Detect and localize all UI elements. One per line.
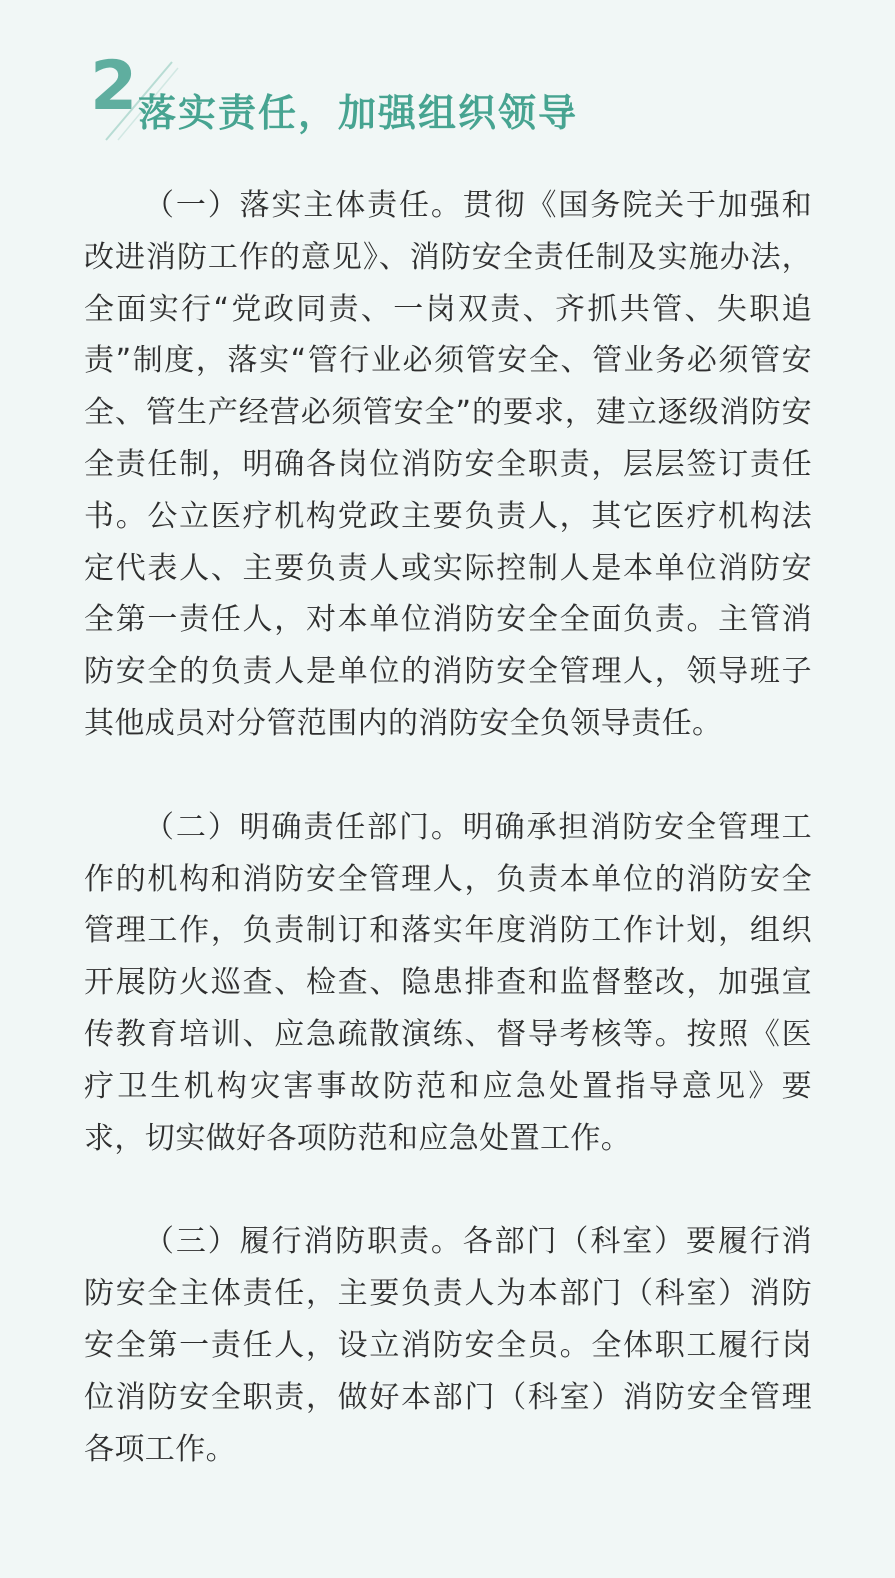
section-title: 落实责任，加强组织领导 bbox=[138, 91, 579, 135]
paragraph-3: （三）履行消防职责。各部门（科室）要履行消防安全主体责任，主要负责人为本部门（科室）消防安全第一责任人，设立消防安全员。全体职工履行岗位消防安全职责，做好本部门（科室）消防安全管理各项工作。 bbox=[84, 1224, 812, 1467]
paragraph-1: （一）落实主体责任。贯彻《国务院关于加强和改进消防工作的意见》、消防安全责任制及实施办法，全面实行“党政同责、一岗双责、齐抓共管、失职追责”制度，落实“管行业必须管安全、管业务必须管安全、管生产经营必须管安全”的要求，建立逐级消防安全责任制，明确各岗位消防安全职责，层层签订责任书。公立医疗机构党政主要负责人，其它医疗机构法定代表人、主要负责人或实际控制人是本单位消防安全第一责任人，对本单位消防安全全面负责。主管消防安全的负责人是单位的消防安全管理人，领导班子其他成员对分管范围内的消防安全负领导责任。 bbox=[84, 188, 812, 741]
section-number: 2 bbox=[90, 47, 138, 126]
section-header bbox=[88, 48, 848, 148]
paragraph-2: （二）明确责任部门。明确承担消防安全管理工作的机构和消防安全管理人，负责本单位的消防安全管理工作，负责制订和落实年度消防工作计划，组织开展防火巡查、检查、隐患排查和监督整改，加强宣传教育培训、应急疏散演练、督导考核等。按照《医疗卫生机构灾害事故防范和应急处置指导意见》要求，切实做好各项防范和应急处置工作。 bbox=[84, 809, 812, 1156]
article-body bbox=[84, 180, 812, 1475]
